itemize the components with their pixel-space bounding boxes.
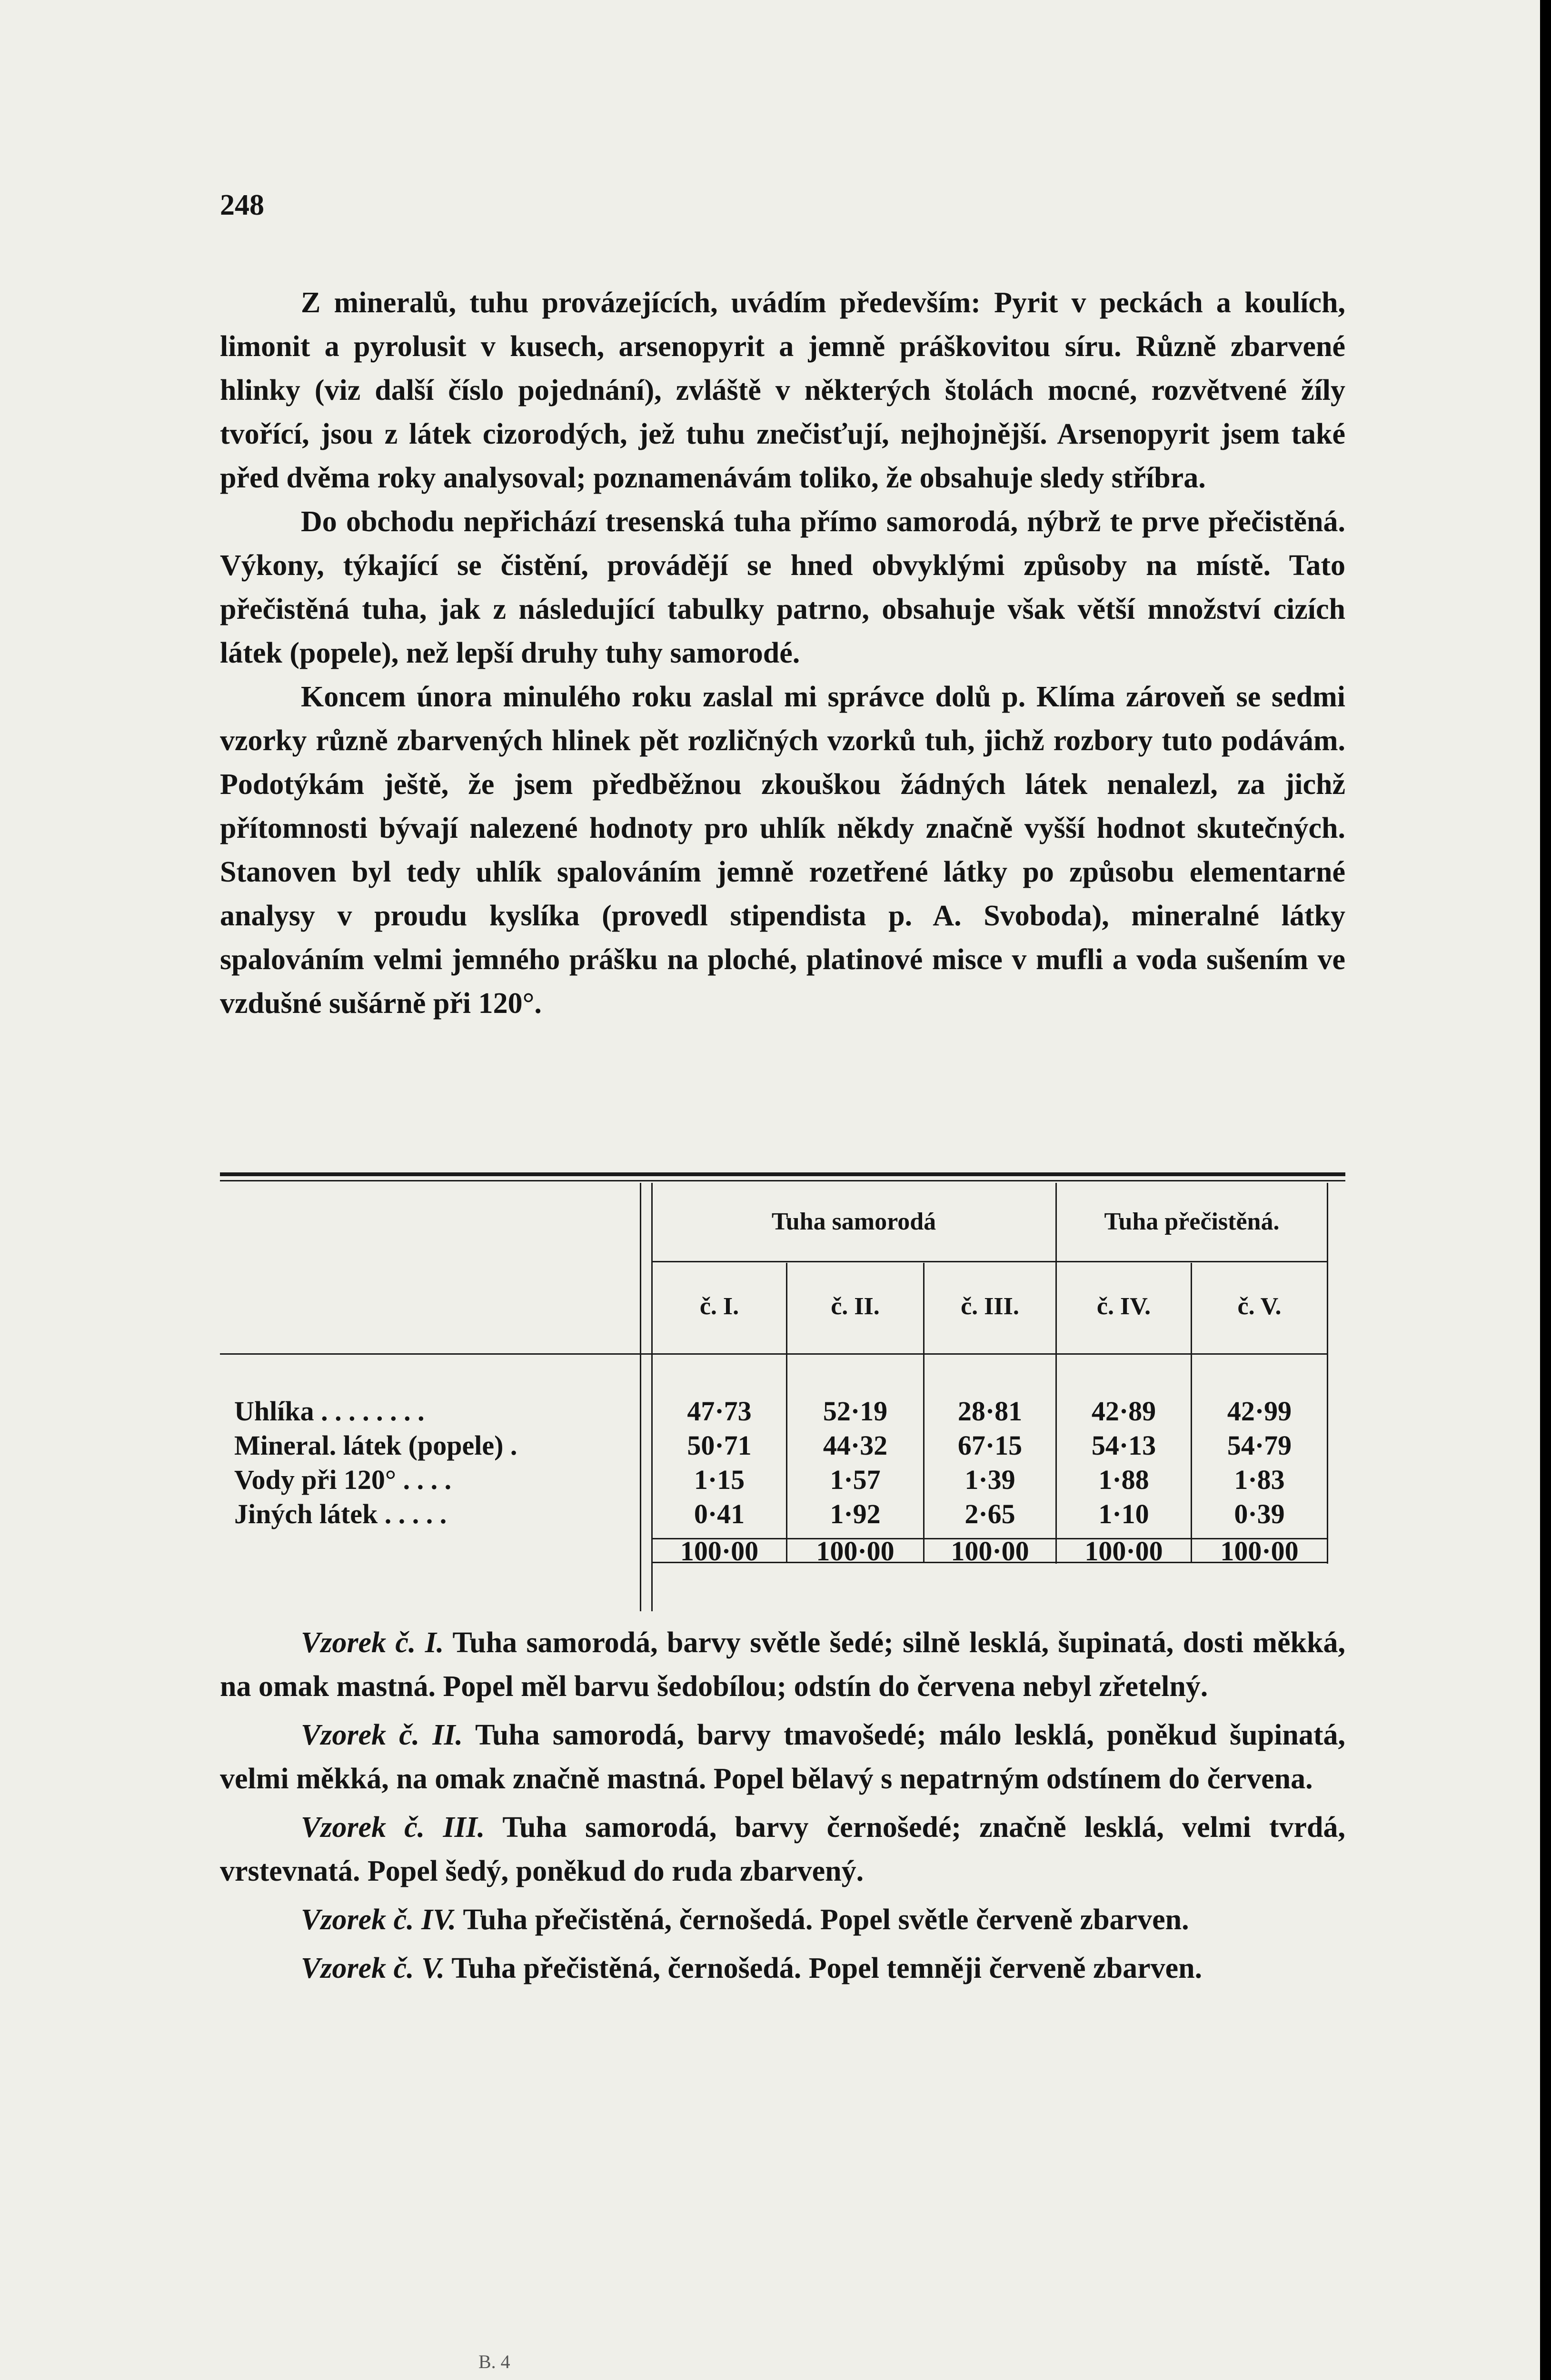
- table-cell: 52·19: [823, 1396, 888, 1427]
- row-label: Vody při 120° . . . .: [234, 1464, 452, 1495]
- table-cell: 1·39: [964, 1464, 1015, 1495]
- paragraph: Z mineralů, tuhu provázejících, uvádím především: Pyrit v peckách a koulích, limonit a pyrolusit v kusech, arsenopyrit a jemně práškovitou síru. Různě zbarvené hlinky (viz další číslo pojednání), zvláště v některých štolách mocné, rozvětvené žíly tvořící, jsou z látek cizorodých, jež tuhu znečisťují, nejhojnější. Arsenopyrit jsem také před dvěma roky analysoval; poznamenávám toliko, že obsahuje sledy stříbra.: [220, 287, 1345, 494]
- column-header: č. IV.: [1096, 1293, 1151, 1320]
- table-cell: 42·99: [1227, 1396, 1292, 1427]
- total-cell: 100·00: [1220, 1536, 1299, 1567]
- table-cell: 67·15: [957, 1430, 1023, 1461]
- table-cell: 54·79: [1227, 1430, 1292, 1461]
- sample-label: Vzorek č. V.: [301, 1952, 445, 1984]
- column-header: č. III.: [961, 1293, 1019, 1320]
- total-cell: 100·00: [1084, 1536, 1163, 1567]
- paragraph: Do obchodu nepřichází tresenská tuha přímo samorodá, nýbrž te prve přečistěná. Výkony, týkající se čistění, provádějí se hned obvyklými způsoby na místě. Tato přečistěná tuha, jak z následující tabulky patrno, obsahuje však větší množství cizích látek (popele), než lepší druhy tuhy samorodé.: [220, 506, 1345, 669]
- table-cell: 1·92: [830, 1498, 881, 1529]
- sample-note: [220, 1946, 1345, 1990]
- total-cell: 100·00: [951, 1536, 1029, 1567]
- sample-label: Vzorek č. I.: [301, 1626, 444, 1659]
- group-header-natural: Tuha samorodá: [771, 1208, 936, 1235]
- sample-description: Tuha samorodá, barvy tmavošedé; málo lesklá, poněkud šupinatá, velmi měkká, na omak značně mastná. Popel bělavý s nepatrným odstínem do červena.: [220, 1719, 1345, 1795]
- table-cell: 44·32: [823, 1430, 888, 1461]
- sample-note: [220, 1898, 1345, 1942]
- table-cell: 28·81: [957, 1396, 1023, 1427]
- total-cell: 100·00: [816, 1536, 895, 1567]
- sample-note: [220, 1805, 1345, 1893]
- table-cell: 0·41: [694, 1498, 745, 1529]
- row-label: Uhlíka . . . . . . . .: [234, 1396, 425, 1427]
- table-cell: 1·88: [1098, 1464, 1149, 1495]
- sample-description: Tuha samorodá, barvy černošedé; značně lesklá, velmi tvrdá, vrstevnatá. Popel šedý, poněkud do ruda zbarvený.: [220, 1811, 1345, 1887]
- column-header: č. I.: [699, 1293, 739, 1320]
- table-hrule: [652, 1261, 1328, 1262]
- table-cell: 1·15: [694, 1464, 745, 1495]
- page-number: 248: [220, 189, 264, 221]
- table-top-rule: [220, 1172, 1345, 1176]
- table-top-rule-thin: [220, 1180, 1345, 1181]
- total-cell: 100·00: [680, 1536, 759, 1567]
- column-header: č. V.: [1237, 1293, 1282, 1320]
- sample-label: Vzorek č. III.: [301, 1811, 485, 1844]
- row-label: Mineral. látek (popele) .: [234, 1430, 517, 1461]
- sample-description: Tuha přečistěná, černošedá. Popel temněji červeně zbarven.: [445, 1952, 1203, 1984]
- table-cell: 0·39: [1234, 1498, 1285, 1529]
- paragraph: Koncem února minulého roku zaslal mi správce dolů p. Klíma zároveň se sedmi vzorky různě zbarvených hlinek pět rozličných vzorků tuh, jichž rozbory tuto podávám. Podotýkám ještě, že jsem předběžnou zkouškou žádných látek nenalezl, za jichž přítomnosti bývají nalezené hodnoty pro uhlík někdy značně vyšší hodnot skutečných. Stanoven byl tedy uhlík spalováním jemně rozetřené látky po způsobu elementarné analysy v proudu kyslíka (provedl stipendista p. A. Svoboda), mineralné látky spalováním velmi jemného prášku na ploché, platinové misce v mufli a voda sušením ve vzdušné sušárně při 120°.: [220, 681, 1345, 1020]
- sample-note: [220, 1713, 1345, 1801]
- row-label: Jiných látek . . . . .: [234, 1498, 447, 1529]
- footer-mark: B. 4: [478, 2351, 510, 2372]
- table-cell: 47·73: [687, 1396, 752, 1427]
- table-cell: 1·57: [830, 1464, 881, 1495]
- table-cell: 2·65: [964, 1498, 1015, 1529]
- table-cell: 1·83: [1234, 1464, 1285, 1495]
- sample-notes: [220, 1621, 1345, 1995]
- analysis-table: [220, 1172, 1345, 1615]
- sample-note: [220, 1621, 1345, 1708]
- table-hrule: [220, 1353, 1328, 1355]
- table-cell: 1·10: [1098, 1498, 1149, 1529]
- body-text: [220, 281, 1345, 1025]
- table-cell: 54·13: [1091, 1430, 1156, 1461]
- table-cell: 50·71: [687, 1430, 752, 1461]
- column-header: č. II.: [831, 1293, 880, 1320]
- sample-description: Tuha samorodá, barvy světle šedé; silně lesklá, šupinatá, dosti měkká, na omak mastná. Popel měl barvu šedobílou; odstín do červena nebyl zřetelný.: [220, 1626, 1346, 1703]
- table-cell: 42·89: [1091, 1396, 1156, 1427]
- sample-label: Vzorek č. IV.: [301, 1904, 457, 1936]
- table-vrule: [640, 1183, 641, 1611]
- table-vrule: [1327, 1183, 1328, 1564]
- sample-description: Tuha přečistěná, černošedá. Popel světle červeně zbarven.: [456, 1904, 1189, 1936]
- group-header-purified: Tuha přečistěná.: [1104, 1208, 1280, 1235]
- sample-label: Vzorek č. II.: [301, 1719, 463, 1751]
